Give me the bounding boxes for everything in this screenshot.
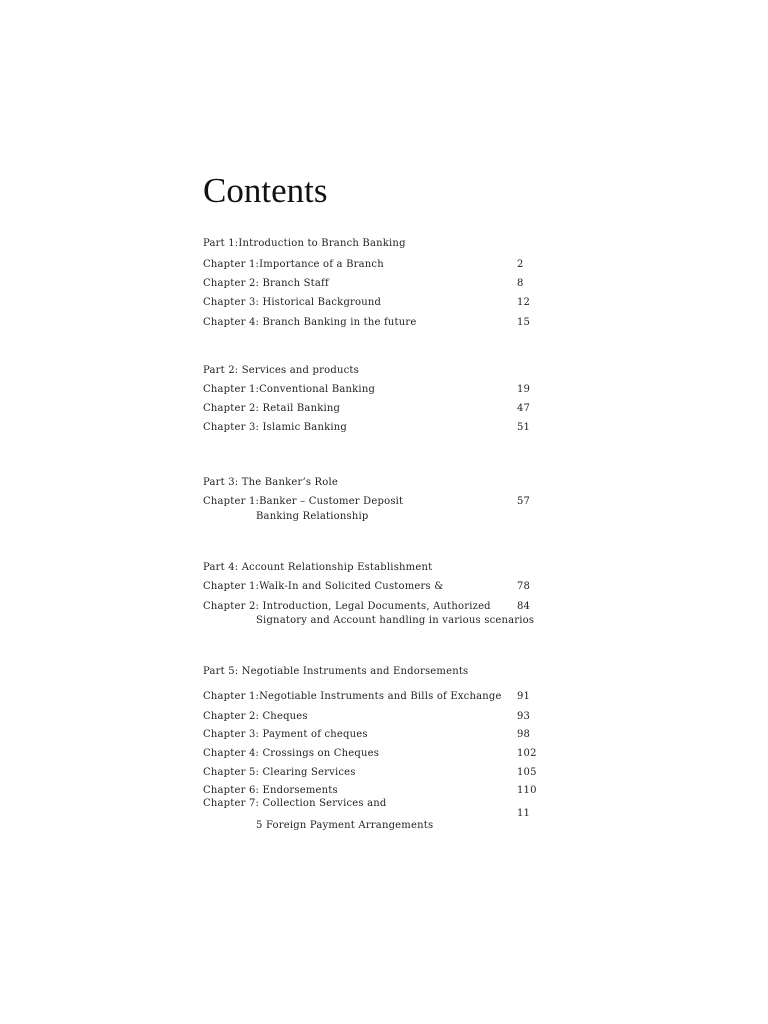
part-heading: Part 4: Account Relationship Establishment <box>203 562 433 573</box>
chapter-page-number: 11 <box>517 808 531 819</box>
chapter-page-number: 57 <box>517 496 531 507</box>
chapter-label: Chapter 1:Importance of a Branch <box>203 259 384 270</box>
chapter-page-number: 105 <box>517 767 537 778</box>
chapter-label: Chapter 1:Walk-In and Solicited Customers & <box>203 581 444 592</box>
chapter-label: Chapter 2: Introduction, Legal Documents, Authorized <box>203 601 491 612</box>
chapter-label: Chapter 2: Cheques <box>203 711 308 722</box>
chapter-label: Chapter 4: Branch Banking in the future <box>203 317 417 328</box>
part-heading: Part 3: The Banker’s Role <box>203 477 338 488</box>
page-title: Contents <box>203 171 328 210</box>
chapter-label: Chapter 3: Payment of cheques <box>203 729 368 740</box>
chapter-page-number: 93 <box>517 711 531 722</box>
chapter-label: Chapter 7: Collection Services and <box>203 798 387 809</box>
part-heading: Part 1:Introduction to Branch Banking <box>203 238 406 249</box>
chapter-label: Chapter 2: Retail Banking <box>203 403 341 414</box>
chapter-page-number: 47 <box>517 403 531 414</box>
chapter-label: Chapter 5: Clearing Services <box>203 767 356 778</box>
part-heading: Part 5: Negotiable Instruments and Endorsements <box>203 666 469 677</box>
chapter-page-number: 19 <box>517 384 531 395</box>
chapter-page-number: 91 <box>517 691 531 702</box>
chapter-label: Chapter 3: Historical Background <box>203 297 382 308</box>
chapter-label: Chapter 3: Islamic Banking <box>203 422 348 433</box>
chapter-page-number: 12 <box>517 297 531 308</box>
chapter-page-number: 110 <box>517 785 537 796</box>
chapter-label-continuation: Signatory and Account handling in various scenarios <box>256 615 535 626</box>
chapter-page-number: 98 <box>517 729 531 740</box>
chapter-page-number: 2 <box>517 259 524 270</box>
chapter-page-number: 51 <box>517 422 531 433</box>
chapter-label: Chapter 6: Endorsements <box>203 785 338 796</box>
chapter-page-number: 15 <box>517 317 531 328</box>
chapter-label: Chapter 1:Conventional Banking <box>203 384 376 395</box>
chapter-label: Chapter 1:Banker – Customer Deposit <box>203 496 404 507</box>
chapter-label: Chapter 2: Branch Staff <box>203 278 329 289</box>
chapter-page-number: 84 <box>517 601 531 612</box>
chapter-page-number: 78 <box>517 581 531 592</box>
chapter-page-number: 102 <box>517 748 537 759</box>
chapter-label: Chapter 1:Negotiable Instruments and Bills of Exchange <box>203 691 502 702</box>
chapter-page-number: 8 <box>517 278 524 289</box>
part-heading: Part 2: Services and products <box>203 365 359 376</box>
chapter-label: Chapter 4: Crossings on Cheques <box>203 748 380 759</box>
chapter-label-continuation: Banking Relationship <box>256 511 369 522</box>
chapter-label-continuation: 5 Foreign Payment Arrangements <box>256 820 434 831</box>
